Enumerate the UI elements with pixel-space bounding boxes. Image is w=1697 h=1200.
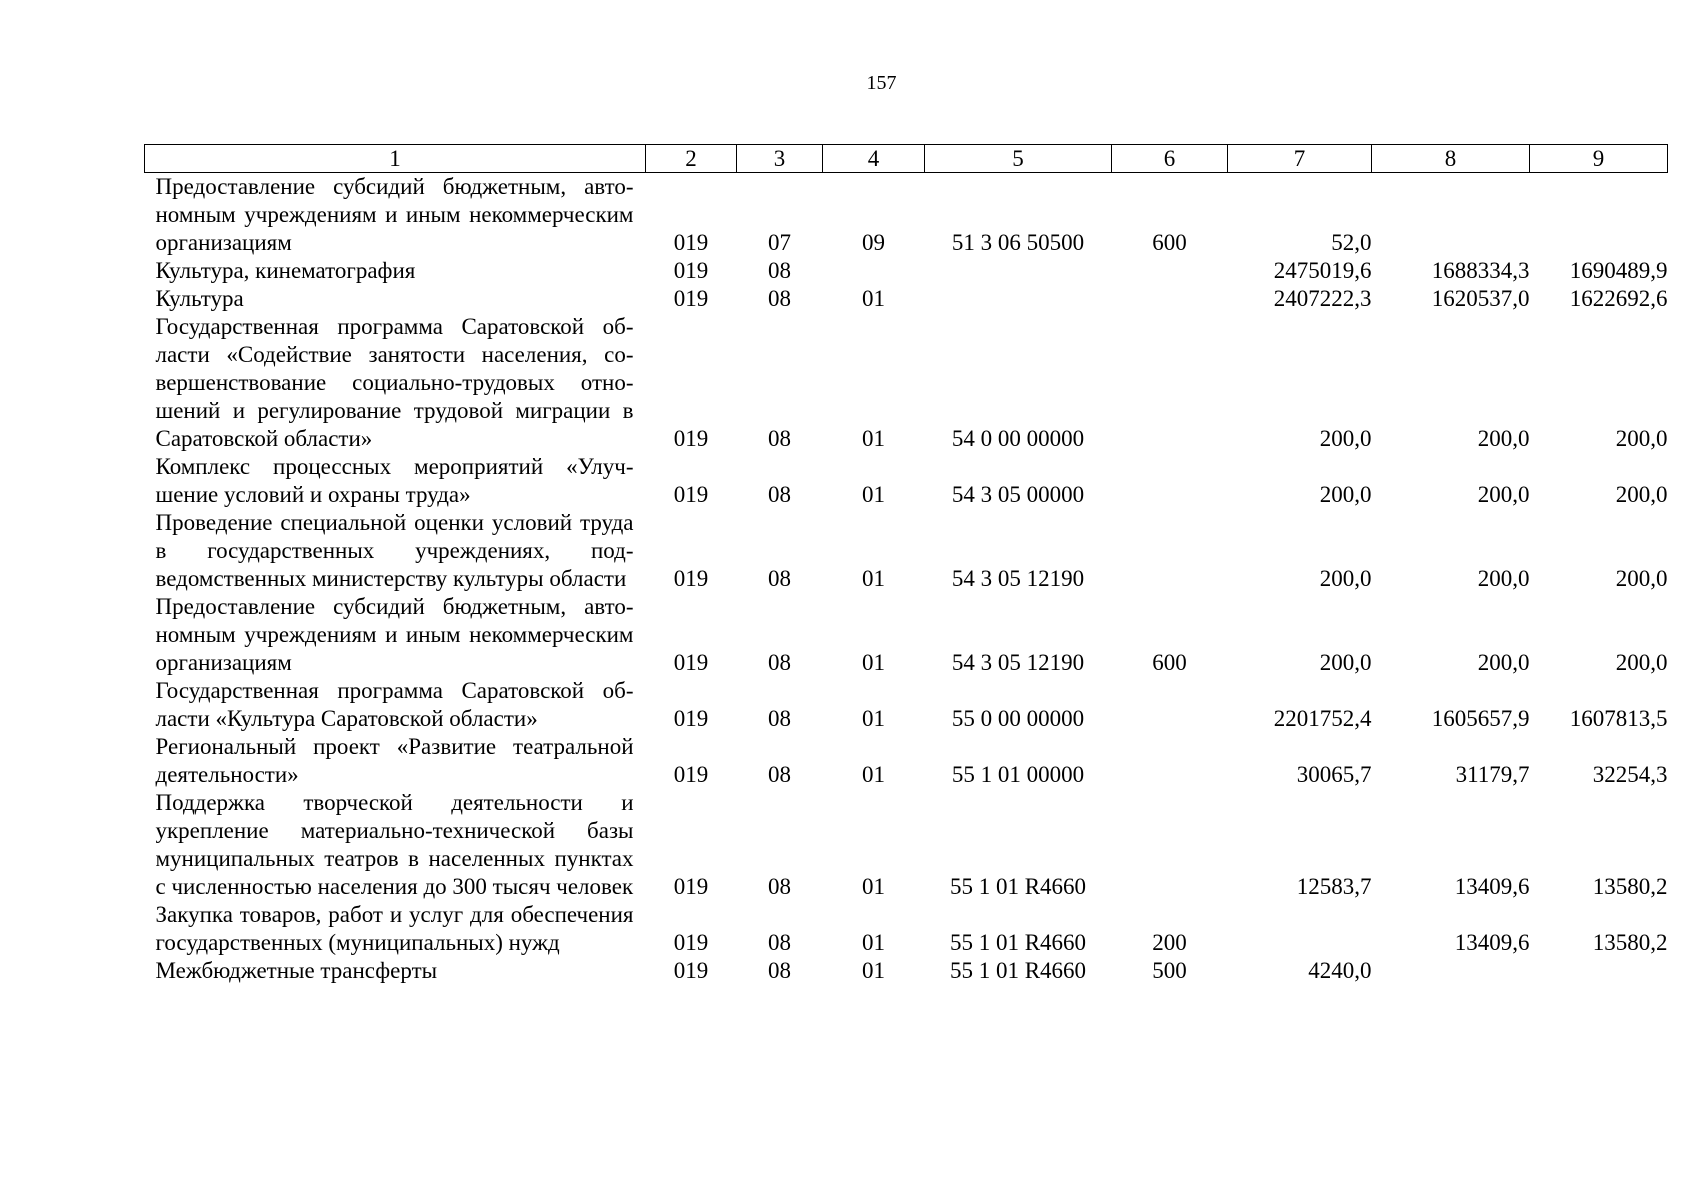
- header-cell: 8: [1372, 145, 1530, 173]
- amount-cell-7: 30065,7: [1296, 762, 1372, 787]
- header-cell: 2: [646, 145, 737, 173]
- expense-type-cell: 600: [1152, 230, 1187, 255]
- amount-cell-9: 13580,2: [1592, 874, 1668, 899]
- target-article-cell: 54 3 05 00000: [951, 482, 1085, 507]
- table-row: [145, 313, 1668, 453]
- expense-type-cell: [1112, 677, 1228, 733]
- amount-cell-9: 1607813,5: [1569, 706, 1668, 731]
- header-cell: 7: [1228, 145, 1372, 173]
- amount-cell-8: 1605657,9: [1431, 706, 1530, 731]
- table-body: [145, 173, 1668, 986]
- subsection-cell: 01: [862, 426, 885, 451]
- amount-cell-8: 200,0: [1477, 426, 1530, 451]
- amount-cell-7: 12583,7: [1296, 874, 1372, 899]
- section-cell: 08: [768, 258, 791, 283]
- target-article-cell: 55 1 01 R4660: [949, 958, 1087, 983]
- section-cell: 08: [768, 762, 791, 787]
- target-article-cell: 54 3 05 12190: [951, 650, 1085, 675]
- amount-cell-7: 2475019,6: [1273, 258, 1372, 283]
- row-name-cell: Поддержка творческой деятельности и укрепление материально-технической базы муниципальных театров в населенных пунктах с численностью населения до 300 тысяч человек: [155, 790, 634, 899]
- section-cell: 08: [768, 426, 791, 451]
- target-article-cell: 51 3 06 50500: [951, 230, 1085, 255]
- amount-cell-7: 200,0: [1319, 482, 1372, 507]
- target-article-cell: 55 1 01 R4660: [949, 930, 1087, 955]
- amount-cell-7: 200,0: [1319, 650, 1372, 675]
- code-cell: 019: [673, 426, 709, 451]
- subsection-cell: 01: [862, 566, 885, 591]
- row-name-cell: Предоставление субсидий бюджетным, автономным учреждениям и иным некоммерческим организациям: [155, 174, 634, 255]
- amount-cell-7: 4240,0: [1308, 958, 1372, 983]
- subsection-cell: 01: [862, 706, 885, 731]
- header-cell: 3: [737, 145, 823, 173]
- section-cell: 07: [768, 230, 791, 255]
- expense-type-cell: [1112, 285, 1228, 313]
- amount-cell-9: 32254,3: [1592, 762, 1668, 787]
- row-name-cell: Закупка товаров, работ и услуг для обеспечения государственных (муниципальных) нужд: [155, 902, 634, 955]
- subsection-cell: 01: [862, 958, 885, 983]
- code-cell: 019: [673, 706, 709, 731]
- amount-cell-8: [1372, 957, 1530, 985]
- amount-cell-9: [1530, 957, 1668, 985]
- header-cell: 6: [1112, 145, 1228, 173]
- amount-cell-8: 31179,7: [1455, 762, 1530, 787]
- section-cell: 08: [768, 482, 791, 507]
- row-name-cell: Межбюджетные трансферты: [155, 958, 438, 983]
- code-cell: 019: [673, 930, 709, 955]
- subsection-cell: 01: [862, 874, 885, 899]
- code-cell: 019: [673, 650, 709, 675]
- amount-cell-7: 2407222,3: [1273, 286, 1372, 311]
- target-article-cell: 55 1 01 R4660: [949, 874, 1087, 899]
- amount-cell-8: 13409,6: [1454, 930, 1530, 955]
- amount-cell-7: 200,0: [1319, 566, 1372, 591]
- amount-cell-7: 200,0: [1319, 426, 1372, 451]
- code-cell: 019: [673, 286, 709, 311]
- amount-cell-8: 1688334,3: [1431, 258, 1530, 283]
- header-cell: 4: [823, 145, 925, 173]
- target-article-cell: 55 1 01 00000: [951, 762, 1085, 787]
- row-name-cell: Культура: [155, 286, 244, 311]
- section-cell: 08: [768, 706, 791, 731]
- target-article-cell: 54 0 00 00000: [951, 426, 1085, 451]
- target-article-cell: 55 0 00 00000: [951, 706, 1085, 731]
- section-cell: 08: [768, 874, 791, 899]
- amount-cell-9: 200,0: [1615, 566, 1668, 591]
- row-name-cell: Культура, кинематография: [155, 258, 416, 283]
- amount-cell-7: [1228, 901, 1372, 957]
- table-row: [145, 509, 1668, 593]
- subsection-cell: 01: [862, 762, 885, 787]
- table-row: [145, 285, 1668, 313]
- amount-cell-7: 2201752,4: [1273, 706, 1372, 731]
- budget-table: [144, 144, 1668, 985]
- section-cell: 08: [768, 566, 791, 591]
- header-cell: 9: [1530, 145, 1668, 173]
- subsection-cell: 09: [862, 230, 885, 255]
- row-name-cell: Государственная программа Саратовской области «Содействие занятости населения, совершенствование социально-трудовых отношений и регулирование трудовой миграции в Саратовской области»: [155, 314, 634, 451]
- subsection-cell: 01: [862, 286, 885, 311]
- expense-type-cell: 200: [1152, 930, 1187, 955]
- subsection-cell: 01: [862, 482, 885, 507]
- table-row: [145, 173, 1668, 258]
- expense-type-cell: [1112, 313, 1228, 453]
- code-cell: 019: [673, 762, 709, 787]
- expense-type-cell: [1112, 789, 1228, 901]
- row-name-cell: Проведение специальной оценки условий труда в государственных учреждениях, подведомственных министерству культуры области: [155, 510, 634, 591]
- amount-cell-8: [1372, 173, 1530, 258]
- amount-cell-8: 200,0: [1477, 566, 1530, 591]
- amount-cell-7: 52,0: [1331, 230, 1372, 255]
- table-row: [145, 957, 1668, 985]
- amount-cell-9: 200,0: [1615, 426, 1668, 451]
- expense-type-cell: [1112, 453, 1228, 509]
- code-cell: 019: [673, 958, 709, 983]
- section-cell: 08: [768, 286, 791, 311]
- expense-type-cell: [1112, 257, 1228, 285]
- table-row: [145, 789, 1668, 901]
- expense-type-cell: 600: [1152, 650, 1187, 675]
- row-name-cell: Государственная программа Саратовской области «Культура Саратовской области»: [155, 678, 634, 731]
- target-article-cell: [925, 257, 1112, 285]
- code-cell: 019: [673, 230, 709, 255]
- amount-cell-9: 200,0: [1615, 650, 1668, 675]
- table-row: [145, 257, 1668, 285]
- expense-type-cell: [1112, 509, 1228, 593]
- section-cell: 08: [768, 958, 791, 983]
- amount-cell-8: 13409,6: [1454, 874, 1530, 899]
- header-cell: 5: [925, 145, 1112, 173]
- table-row: [145, 733, 1668, 789]
- section-cell: 08: [768, 650, 791, 675]
- subsection-cell: 01: [862, 930, 885, 955]
- row-name-cell: Комплекс процессных мероприятий «Улучшение условий и охраны труда»: [155, 454, 634, 507]
- code-cell: 019: [673, 566, 709, 591]
- amount-cell-9: 13580,2: [1592, 930, 1668, 955]
- section-cell: 08: [768, 930, 791, 955]
- amount-cell-8: 200,0: [1477, 650, 1530, 675]
- code-cell: 019: [673, 482, 709, 507]
- amount-cell-9: [1530, 173, 1668, 258]
- table-row: [145, 453, 1668, 509]
- amount-cell-9: 200,0: [1615, 482, 1668, 507]
- table-row: [145, 593, 1668, 677]
- header-cell: 1: [145, 145, 646, 173]
- subsection-cell: 01: [862, 650, 885, 675]
- expense-type-cell: [1112, 733, 1228, 789]
- amount-cell-9: 1622692,6: [1569, 286, 1668, 311]
- table-row: [145, 677, 1668, 733]
- code-cell: 019: [673, 874, 709, 899]
- page-number: 157: [866, 72, 897, 94]
- table-row: [145, 901, 1668, 957]
- expense-type-cell: 500: [1152, 958, 1187, 983]
- row-name-cell: Предоставление субсидий бюджетным, автономным учреждениям и иным некоммерческим организациям: [155, 594, 634, 675]
- amount-cell-8: 200,0: [1477, 482, 1530, 507]
- amount-cell-8: 1620537,0: [1431, 286, 1530, 311]
- amount-cell-9: 1690489,9: [1569, 258, 1668, 283]
- target-article-cell: [925, 285, 1112, 313]
- code-cell: 019: [673, 258, 709, 283]
- target-article-cell: 54 3 05 12190: [951, 566, 1085, 591]
- row-name-cell: Региональный проект «Развитие театральной деятельности»: [155, 734, 634, 787]
- header-row: [145, 145, 1668, 173]
- subsection-cell: [823, 257, 925, 285]
